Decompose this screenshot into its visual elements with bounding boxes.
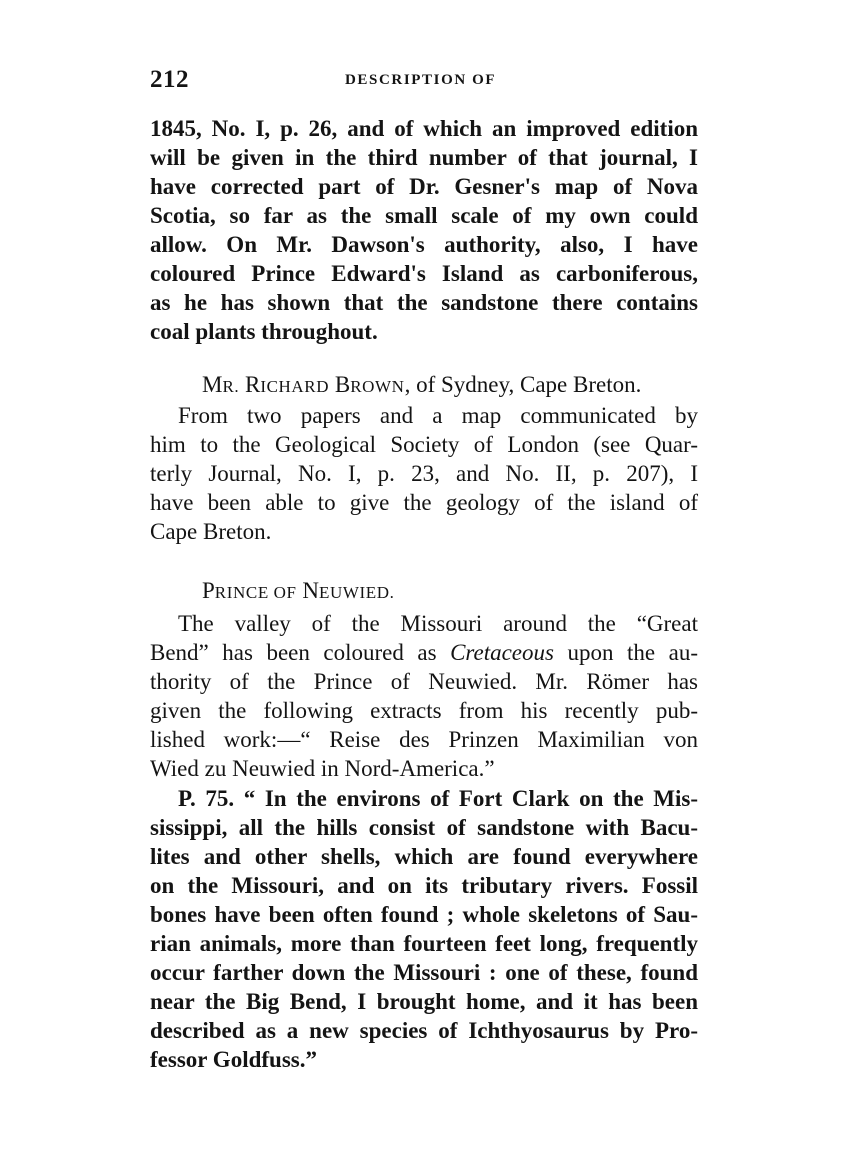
- paragraph-prince-of-neuwied: [150, 609, 698, 783]
- text-line: lished work:—“ Reise des Prinzen Maximilian von: [150, 727, 698, 752]
- text-line: bones have been often found ; whole skeletons of Sau-: [150, 902, 698, 927]
- text-line: described as a new species of Ichthyosaurus by Pro-: [150, 1018, 698, 1043]
- text-line: fessor Goldfuss.”: [150, 1047, 317, 1072]
- section-heading-richard-brown: MR. RICHARD BROWN, of Sydney, Cape Breton.: [202, 372, 642, 397]
- text-line: thority of the Prince of Neuwied. Mr. Römer has: [150, 669, 698, 694]
- text-line: Scotia, so far as the small scale of my own could: [150, 203, 698, 228]
- text-line: him to the Geological Society of London (see Quar-: [150, 432, 698, 457]
- paragraph-continuation: [150, 114, 698, 346]
- text-line: The valley of the Missouri around the “Great: [178, 611, 698, 636]
- section-heading-prince-of-neuwied: PRINCE OF NEUWIED.: [202, 578, 395, 603]
- running-title: DESCRIPTION OF: [345, 72, 497, 88]
- text-line: terly Journal, No. I, p. 23, and No. II, p. 207), I: [150, 461, 698, 486]
- running-head: [150, 66, 698, 98]
- text-line: 1845, No. I, p. 26, and of which an improved edition: [150, 116, 698, 141]
- italic-term: Cretaceous: [450, 640, 554, 665]
- text-line: will be given in the third number of that journal, I: [150, 145, 698, 170]
- text-line: sissippi, all the hills consist of sandstone with Bacu-: [150, 815, 698, 840]
- text-line: lites and other shells, which are found everywhere: [150, 844, 698, 869]
- text-line: occur farther down the Missouri : one of these, found: [150, 960, 698, 985]
- text-line: From two papers and a map communicated by: [178, 403, 698, 428]
- text-line: rian animals, more than fourteen feet long, frequently: [150, 931, 698, 956]
- text-line: Cape Breton.: [150, 519, 272, 544]
- text-line: coal plants throughout.: [150, 319, 378, 344]
- text-line: P. 75. “ In the environs of Fort Clark on the Mis-: [178, 786, 698, 811]
- text-line: near the Big Bend, I brought home, and it has been: [150, 989, 698, 1014]
- page-number: 212: [150, 66, 189, 93]
- text-line: Bend” has been coloured as Cretaceous upon the au-: [150, 640, 698, 665]
- text-line: as he has shown that the sandstone there contains: [150, 290, 698, 315]
- text-line: have corrected part of Dr. Gesner's map of Nova: [150, 174, 698, 199]
- paragraph-quotation: [150, 784, 698, 1074]
- text-line: have been able to give the geology of the island of: [150, 490, 698, 515]
- text-line: allow. On Mr. Dawson's authority, also, I have: [150, 232, 698, 257]
- text-line: given the following extracts from his recently pub-: [150, 698, 698, 723]
- text-line: on the Missouri, and on its tributary rivers. Fossil: [150, 873, 698, 898]
- paragraph-richard-brown: [150, 401, 698, 546]
- text-line: coloured Prince Edward's Island as carboniferous,: [150, 261, 698, 286]
- text-line: Wied zu Neuwied in Nord-America.”: [150, 756, 495, 781]
